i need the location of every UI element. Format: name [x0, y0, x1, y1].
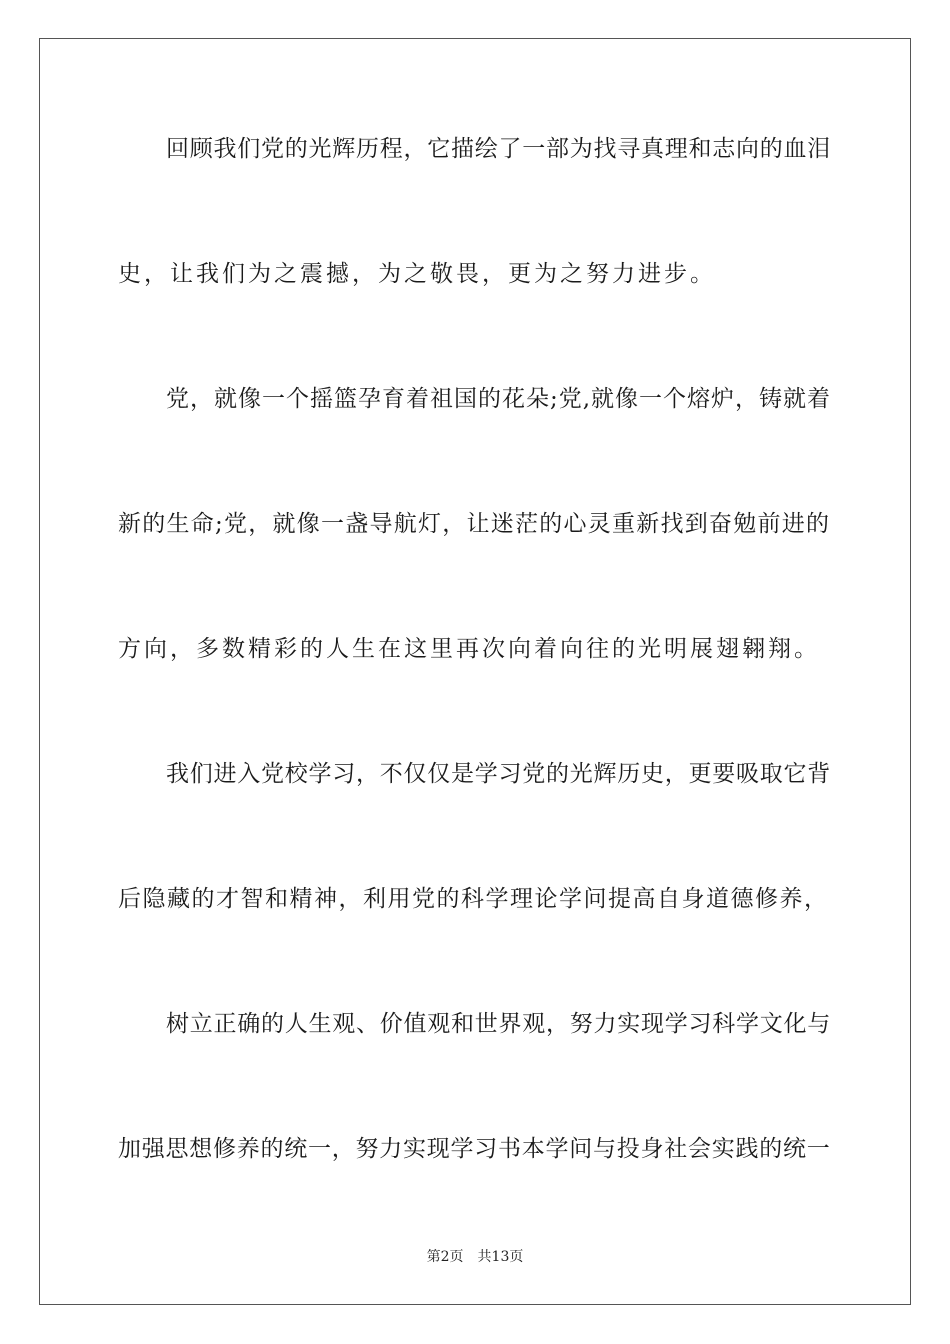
paragraph-3-line-2: 后隐藏的才智和精神，利用党的科学理论学问提高自身道德修养， [118, 886, 829, 912]
paragraph-1-line-1: 回顾我们党的光辉历程，它描绘了一部为找寻真理和志向的血泪 [166, 136, 831, 162]
paragraph-4-line-1: 树立正确的人生观、价值观和世界观，努力实现学习科学文化与 [166, 1011, 831, 1037]
paragraph-1-line-2: 史，让我们为之震撼，为之敬畏，更为之努力进步。 [118, 261, 716, 287]
total-pages: 共13页 [477, 1249, 524, 1265]
paragraph-2-line-3: 方向，多数精彩的人生在这里再次向着向往的光明展翅翱翔。 [118, 636, 820, 662]
page-footer [0, 1245, 950, 1269]
paragraph-2-line-1: 党，就像一个摇篮孕育着祖国的花朵;党,就像一个熔炉，铸就着 [166, 386, 832, 412]
paragraph-4-line-2: 加强思想修养的统一，努力实现学习书本学问与投身社会实践的统一 [118, 1136, 831, 1162]
page-number: 第2页 [426, 1249, 464, 1265]
paragraph-3-line-1: 我们进入党校学习，不仅仅是学习党的光辉历史，更要吸取它背 [166, 761, 831, 787]
page-border [39, 38, 911, 1305]
paragraph-2-line-2: 新的生命;党，就像一盏导航灯，让迷茫的心灵重新找到奋勉前进的 [118, 511, 831, 537]
